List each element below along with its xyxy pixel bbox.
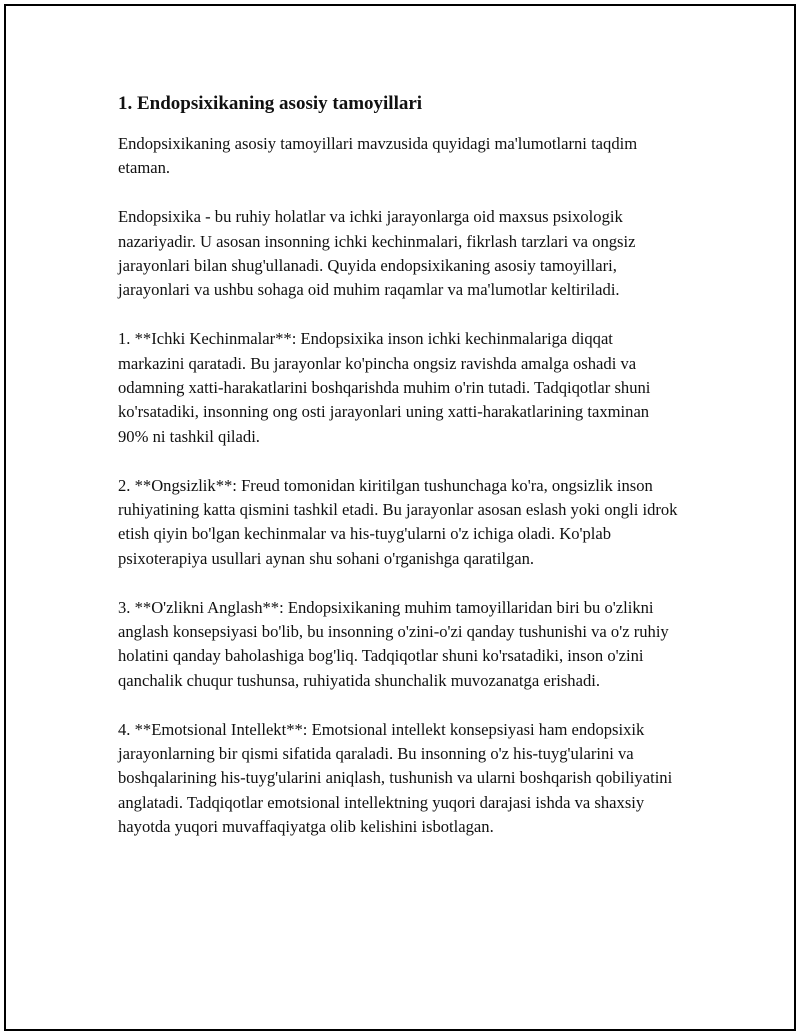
document-title: 1. Endopsixikaning asosiy tamoyillari	[118, 93, 423, 114]
principle-3-paragraph: 3. **O'zlikni Anglash**: Endopsixikaning muhim tamoyillaridan biri bu o'zlikni anglash konsepsiyasi bo'lib, bu insonning o'zini-o'zi qanday tushunishi va o'z ruhiy holatini qanday baholashiga bog'liq. Tadqiqotlar shuni ko'rsatadiki, inson o'zini qanchalik chuqur tushunsa, ruhiyatida shunchalik muvozanatga erishadi.	[118, 597, 669, 690]
definition-paragraph: Endopsixika - bu ruhiy holatlar va ichki jarayonlarga oid maxsus psixologik nazariyadir. U asosan insonning ichki kechinmalari, fikrlash tarzlari va ongsiz jarayonlari bilan shug'ullanadi. Quyida endopsixikaning asosiy tamoyillari, jarayonlari va ushbu sohaga oid muhim raqamlar va ma'lumotlar keltiriladi.	[118, 207, 636, 300]
intro-paragraph: Endopsixikaning asosiy tamoyillari mavzusida quyidagi ma'lumotlarni taqdim etaman.	[118, 134, 638, 178]
document-body	[118, 92, 678, 864]
principle-4-paragraph: 4. **Emotsional Intellekt**: Emotsional intellekt konsepsiyasi ham endopsixik jarayonlarning bir qismi sifatida qaraladi. Bu insonning o'z his-tuyg'ularini va boshqalarining his-tuyg'ularini aniqlash, tushunish va ularni boshqarish qobiliyatini anglatadi. Tadqiqotlar emotsional intellektning yuqori darajasi ishda va shaxsiy hayotda yuqori muvaffaqiyatga olib kelishini isbotlagan.	[118, 719, 673, 837]
principle-1-paragraph: 1. **Ichki Kechinmalar**: Endopsixika inson ichki kechinmalariga diqqat markazini qaratadi. Bu jarayonlar ko'pincha ongsiz ravishda amalga oshadi va odamning xatti-harakatlarini boshqarishda muhim o'rin tutadi. Tadqiqotlar shuni ko'rsatadiki, insonning ong osti jarayonlari uning xatti-harakatlarining taxminan 90% ni tashkil qiladi.	[118, 329, 651, 446]
principle-2-paragraph: 2. **Ongsizlik**: Freud tomonidan kiritilgan tushunchaga ko'ra, ongsizlik inson ruhiyatining katta qismini tashkil etadi. Bu jarayonlar asosan eslash yoki ongli idrok etish qiyin bo'lgan kechinmalar va his-tuyg'ularni o'z ichiga oladi. Ko'plab psixoterapiya usullari aynan shu sohani o'rganishga qaratilgan.	[118, 475, 678, 568]
